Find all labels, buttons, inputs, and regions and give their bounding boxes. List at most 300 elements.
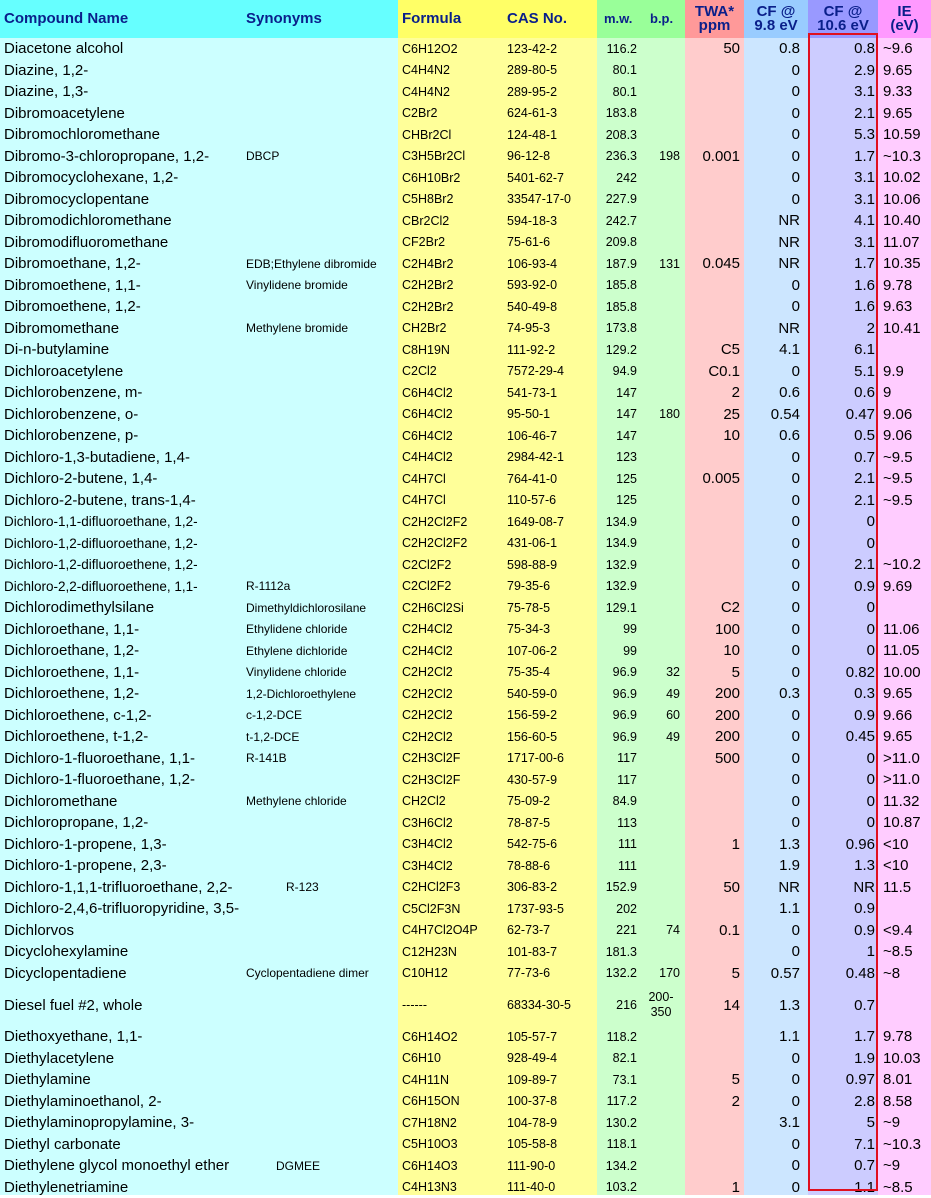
cf-10-6-ev-cell: 1.7 <box>810 146 875 168</box>
synonym-cell: Ethylidene chloride <box>246 619 347 641</box>
synonym-cell: Vinylidene chloride <box>246 662 347 684</box>
compound-name-cell: Dibromo-3-chloropropane, 1,2- <box>4 146 209 168</box>
cas-number-cell: 75-35-4 <box>507 662 550 684</box>
boiling-point-cell <box>642 877 680 899</box>
table-row <box>0 361 931 383</box>
molecular-weight-cell: 130.2 <box>597 1112 637 1134</box>
compound-name-cell: Dibromoethene, 1,2- <box>4 296 141 318</box>
twa-ppm-cell: 0.005 <box>686 468 740 490</box>
twa-ppm-cell <box>686 1026 740 1048</box>
formula-cell: C2H4Cl2 <box>402 640 453 662</box>
formula-cell: C2H2Cl2 <box>402 705 453 727</box>
boiling-point-cell <box>642 38 680 60</box>
compound-name-cell: Diethylaminopropylamine, 3- <box>4 1112 194 1134</box>
cf-9-8-ev-cell: 0 <box>745 597 800 619</box>
twa-ppm-cell <box>686 898 740 920</box>
table-row <box>0 296 931 318</box>
cas-number-cell: 106-93-4 <box>507 253 557 275</box>
molecular-weight-cell: 123 <box>597 447 637 469</box>
cf-9-8-ev-cell: 0 <box>745 1091 800 1113</box>
cas-number-cell: 306-83-2 <box>507 877 557 899</box>
twa-ppm-cell <box>686 855 740 877</box>
table-row <box>0 382 931 404</box>
cas-number-cell: 1737-93-5 <box>507 898 564 920</box>
cf-9-8-ev-cell: 1.3 <box>745 984 800 1026</box>
synonym-cell: R-1112a <box>246 576 290 598</box>
formula-cell: C8H19N <box>402 339 450 361</box>
twa-ppm-cell <box>686 318 740 340</box>
cf-10-6-ev-cell: 0 <box>810 640 875 662</box>
compound-name-cell: Dichloro-1,3-butadiene, 1,4- <box>4 447 190 469</box>
table-row <box>0 447 931 469</box>
boiling-point-cell <box>642 1048 680 1070</box>
header-cf106-line2: 10.6 eV <box>817 19 869 33</box>
header-mw: m.w. <box>604 0 632 38</box>
formula-cell: C6H15ON <box>402 1091 460 1113</box>
cas-number-cell: 540-49-8 <box>507 296 557 318</box>
cas-number-cell: 598-88-9 <box>507 554 557 576</box>
synonym-cell: Methylene chloride <box>246 791 347 813</box>
ionization-energy-cell: >11.0 <box>883 769 929 791</box>
boiling-point-cell: 170 <box>642 963 680 985</box>
compound-name-cell: Dichloroethane, 1,1- <box>4 619 139 641</box>
cf-9-8-ev-cell: 0.8 <box>745 38 800 60</box>
cf-9-8-ev-cell: 0 <box>745 662 800 684</box>
compound-name-cell: Dichloro-1,2-difluoroethane, 1,2- <box>4 533 198 555</box>
synonym-cell: Vinylidene bromide <box>246 275 348 297</box>
table-row <box>0 490 931 512</box>
cf-10-6-ev-cell: 3.1 <box>810 167 875 189</box>
cas-number-cell: 5401-62-7 <box>507 167 564 189</box>
cf-9-8-ev-cell: 0 <box>745 769 800 791</box>
boiling-point-cell: 200- 350 <box>642 984 680 1026</box>
cf-10-6-ev-cell: 5.1 <box>810 361 875 383</box>
cas-number-cell: 75-78-5 <box>507 597 550 619</box>
cf-9-8-ev-cell: 0 <box>745 146 800 168</box>
ionization-energy-cell: 9.69 <box>883 576 929 598</box>
molecular-weight-cell: 183.8 <box>597 103 637 125</box>
cf-10-6-ev-cell: 2.8 <box>810 1091 875 1113</box>
table-row <box>0 210 931 232</box>
formula-cell: C2H2Br2 <box>402 275 453 297</box>
cf-9-8-ev-cell: 1.9 <box>745 855 800 877</box>
twa-ppm-cell <box>686 812 740 834</box>
cas-number-cell: 124-48-1 <box>507 124 557 146</box>
cf-10-6-ev-cell: 0.8 <box>810 38 875 60</box>
ionization-energy-cell: ~10.3 <box>883 1134 929 1156</box>
ionization-energy-cell: ~8.5 <box>883 941 929 963</box>
table-row <box>0 834 931 856</box>
compound-name-cell: Dichloroethene, t-1,2- <box>4 726 148 748</box>
cf-9-8-ev-cell: 0 <box>745 124 800 146</box>
ionization-energy-cell: 10.40 <box>883 210 929 232</box>
header-twa <box>685 0 744 38</box>
cf-9-8-ev-cell: 0 <box>745 275 800 297</box>
cf-10-6-ev-cell: 5.3 <box>810 124 875 146</box>
boiling-point-cell <box>642 898 680 920</box>
molecular-weight-cell: 134.9 <box>597 511 637 533</box>
formula-cell: C3H4Cl2 <box>402 855 453 877</box>
twa-ppm-cell: 10 <box>686 425 740 447</box>
cf-9-8-ev-cell: 0 <box>745 576 800 598</box>
header-cf106-line1: CF @ <box>824 5 863 19</box>
cas-number-cell: 95-50-1 <box>507 404 550 426</box>
header-formula: Formula <box>402 0 461 38</box>
cf-10-6-ev-cell: NR <box>810 877 875 899</box>
boiling-point-cell <box>642 855 680 877</box>
twa-ppm-cell: 2 <box>686 382 740 404</box>
cf-10-6-ev-cell: 1.1 <box>810 1177 875 1198</box>
cf-9-8-ev-cell: 0 <box>745 920 800 942</box>
compound-name-cell: Dichloro-2-butene, trans-1,4- <box>4 490 196 512</box>
twa-ppm-cell: C5 <box>686 339 740 361</box>
cf-10-6-ev-cell: 0 <box>810 533 875 555</box>
twa-ppm-cell <box>686 296 740 318</box>
ionization-energy-cell: 9.65 <box>883 60 929 82</box>
cas-number-cell: 1717-00-6 <box>507 748 564 770</box>
ionization-energy-cell: <9.4 <box>883 920 929 942</box>
boiling-point-cell <box>642 748 680 770</box>
formula-cell: C2H2Cl2 <box>402 662 453 684</box>
synonym-cell: R-141B <box>246 748 287 770</box>
cf-10-6-ev-cell: 1.3 <box>810 855 875 877</box>
ionization-energy-cell: 10.35 <box>883 253 929 275</box>
compound-name-cell: Dicyclopentadiene <box>4 963 127 985</box>
cf-9-8-ev-cell: 0 <box>745 705 800 727</box>
cf-10-6-ev-cell: 0 <box>810 748 875 770</box>
ionization-energy-cell: 11.06 <box>883 619 929 641</box>
boiling-point-cell <box>642 834 680 856</box>
molecular-weight-cell: 99 <box>597 640 637 662</box>
formula-cell: C6H12O2 <box>402 38 458 60</box>
molecular-weight-cell: 103.2 <box>597 1177 637 1198</box>
cf-10-6-ev-cell: 1.7 <box>810 253 875 275</box>
molecular-weight-cell: 181.3 <box>597 941 637 963</box>
formula-cell: C4H4N2 <box>402 60 450 82</box>
boiling-point-cell <box>642 60 680 82</box>
table-row <box>0 103 931 125</box>
formula-cell: C5Cl2F3N <box>402 898 460 920</box>
compound-name-cell: Dibromocyclopentane <box>4 189 149 211</box>
formula-cell: C2H3Cl2F <box>402 748 460 770</box>
ionization-energy-cell: 9.65 <box>883 726 929 748</box>
cf-10-6-ev-cell: 1.9 <box>810 1048 875 1070</box>
table-row <box>0 941 931 963</box>
twa-ppm-cell: 50 <box>686 877 740 899</box>
compound-name-cell: Diethylaminoethanol, 2- <box>4 1091 162 1113</box>
cas-number-cell: 33547-17-0 <box>507 189 571 211</box>
cf-10-6-ev-cell: 3.1 <box>810 81 875 103</box>
cf-9-8-ev-cell: 0 <box>745 1177 800 1198</box>
cf-10-6-ev-cell: 0.7 <box>810 447 875 469</box>
cf-10-6-ev-cell: 1.6 <box>810 275 875 297</box>
molecular-weight-cell: 187.9 <box>597 253 637 275</box>
boiling-point-cell <box>642 1134 680 1156</box>
ionization-energy-cell: 9.78 <box>883 1026 929 1048</box>
ionization-energy-cell: 9.33 <box>883 81 929 103</box>
cas-number-cell: 593-92-0 <box>507 275 557 297</box>
formula-cell: C4H7Cl2O4P <box>402 920 478 942</box>
cf-9-8-ev-cell: 0 <box>745 640 800 662</box>
cas-number-cell: 106-46-7 <box>507 425 557 447</box>
ionization-energy-cell: 9.06 <box>883 404 929 426</box>
twa-ppm-cell: 5 <box>686 963 740 985</box>
twa-ppm-cell <box>686 124 740 146</box>
cf-9-8-ev-cell: 0 <box>745 296 800 318</box>
molecular-weight-cell: 129.1 <box>597 597 637 619</box>
formula-cell: C4H11N <box>402 1069 449 1091</box>
cf-9-8-ev-cell: 0 <box>745 167 800 189</box>
molecular-weight-cell: 116.2 <box>597 38 637 60</box>
cf-10-6-ev-cell: 0 <box>810 791 875 813</box>
compound-name-cell: Dibromochloromethane <box>4 124 160 146</box>
formula-cell: CHBr2Cl <box>402 124 451 146</box>
compound-name-cell: Dichloropropane, 1,2- <box>4 812 148 834</box>
cf-10-6-ev-cell: 3.1 <box>810 189 875 211</box>
formula-cell: C2HCl2F3 <box>402 877 460 899</box>
ionization-energy-cell: 10.06 <box>883 189 929 211</box>
compound-name-cell: Dibromodifluoromethane <box>4 232 168 254</box>
cas-number-cell: 289-80-5 <box>507 60 557 82</box>
table-row <box>0 404 931 426</box>
twa-ppm-cell <box>686 210 740 232</box>
molecular-weight-cell: 80.1 <box>597 81 637 103</box>
molecular-weight-cell: 227.9 <box>597 189 637 211</box>
compound-name-cell: Dichloroethene, 1,1- <box>4 662 139 684</box>
boiling-point-cell <box>642 361 680 383</box>
molecular-weight-cell: 185.8 <box>597 296 637 318</box>
formula-cell: C6H4Cl2 <box>402 382 453 404</box>
table-row <box>0 554 931 576</box>
table-row <box>0 60 931 82</box>
table-row <box>0 124 931 146</box>
cf-9-8-ev-cell: 0 <box>745 554 800 576</box>
table-row <box>0 920 931 942</box>
compound-name-cell: Dichloroacetylene <box>4 361 123 383</box>
ionization-energy-cell: 9.66 <box>883 705 929 727</box>
table-row <box>0 468 931 490</box>
ionization-energy-cell: 8.58 <box>883 1091 929 1113</box>
cf-10-6-ev-cell: 0.9 <box>810 705 875 727</box>
formula-cell: CBr2Cl2 <box>402 210 449 232</box>
compound-name-cell: Dichloro-1-propene, 1,3- <box>4 834 167 856</box>
compound-name-cell: Dichloromethane <box>4 791 117 813</box>
formula-cell: C6H14O2 <box>402 1026 458 1048</box>
header-ie-line1: IE <box>897 5 911 19</box>
cf-9-8-ev-cell: 0 <box>745 60 800 82</box>
cf-10-6-ev-cell: 0.82 <box>810 662 875 684</box>
ionization-energy-cell: ~9.5 <box>883 468 929 490</box>
twa-ppm-cell: 25 <box>686 404 740 426</box>
ionization-energy-cell: 9.65 <box>883 683 929 705</box>
boiling-point-cell <box>642 1069 680 1091</box>
table-row <box>0 232 931 254</box>
table-row <box>0 769 931 791</box>
molecular-weight-cell: 80.1 <box>597 60 637 82</box>
twa-ppm-cell <box>686 167 740 189</box>
compound-name-cell: Dicyclohexylamine <box>4 941 128 963</box>
cf-9-8-ev-cell: 0 <box>745 1069 800 1091</box>
synonym-cell: DBCP <box>246 146 279 168</box>
ionization-energy-cell: 11.05 <box>883 640 929 662</box>
cf-9-8-ev-cell: 0 <box>745 1134 800 1156</box>
cas-number-cell: 79-35-6 <box>507 576 550 598</box>
cf-9-8-ev-cell: 1.3 <box>745 834 800 856</box>
boiling-point-cell: 49 <box>642 683 680 705</box>
molecular-weight-cell: 134.2 <box>597 1155 637 1177</box>
cf-10-6-ev-cell: 2 <box>810 318 875 340</box>
twa-ppm-cell: 0.1 <box>686 920 740 942</box>
table-row <box>0 576 931 598</box>
molecular-weight-cell: 132.2 <box>597 963 637 985</box>
cf-10-6-ev-cell: 0.48 <box>810 963 875 985</box>
ionization-energy-cell: ~10.3 <box>883 146 929 168</box>
molecular-weight-cell: 209.8 <box>597 232 637 254</box>
compound-name-cell: Dichlorobenzene, m- <box>4 382 142 404</box>
formula-cell: C2Cl2F2 <box>402 554 451 576</box>
cf-9-8-ev-cell: 0 <box>745 511 800 533</box>
boiling-point-cell <box>642 318 680 340</box>
cf-9-8-ev-cell: 0 <box>745 791 800 813</box>
boiling-point-cell <box>642 941 680 963</box>
cf-10-6-ev-cell: 4.1 <box>810 210 875 232</box>
compound-name-cell: Dibromocyclohexane, 1,2- <box>4 167 178 189</box>
formula-cell: C6H10Br2 <box>402 167 460 189</box>
cas-number-cell: 101-83-7 <box>507 941 557 963</box>
ionization-energy-cell: 8.01 <box>883 1069 929 1091</box>
molecular-weight-cell: 147 <box>597 382 637 404</box>
boiling-point-cell <box>642 468 680 490</box>
boiling-point-cell <box>642 1091 680 1113</box>
table-row <box>0 511 931 533</box>
synonym-cell: DGMEE <box>276 1155 320 1177</box>
boiling-point-cell: 74 <box>642 920 680 942</box>
compound-name-cell: Dibromoethene, 1,1- <box>4 275 141 297</box>
twa-ppm-cell <box>686 447 740 469</box>
formula-cell: C6H14O3 <box>402 1155 458 1177</box>
cas-number-cell: 68334-30-5 <box>507 984 571 1026</box>
twa-ppm-cell: 0.045 <box>686 253 740 275</box>
compound-name-cell: Dibromomethane <box>4 318 119 340</box>
boiling-point-cell <box>642 511 680 533</box>
table-row <box>0 1026 931 1048</box>
molecular-weight-cell: 173.8 <box>597 318 637 340</box>
molecular-weight-cell: 117 <box>597 769 637 791</box>
header-cas-no: CAS No. <box>507 0 567 38</box>
twa-ppm-cell <box>686 232 740 254</box>
header-cf98-line2: 9.8 eV <box>754 19 797 33</box>
table-row <box>0 597 931 619</box>
compound-name-cell: Dichloro-2,2-difluoroethene, 1,1- <box>4 576 198 598</box>
twa-ppm-cell <box>686 941 740 963</box>
table-row <box>0 791 931 813</box>
ionization-energy-cell <box>883 597 929 619</box>
cas-number-cell: 111-90-0 <box>507 1155 555 1177</box>
twa-ppm-cell <box>686 554 740 576</box>
cf-10-6-ev-cell: 1.7 <box>810 1026 875 1048</box>
compound-name-cell: Diethylene glycol monoethyl ether <box>4 1155 229 1177</box>
cf-10-6-ev-cell: 2.1 <box>810 103 875 125</box>
molecular-weight-cell: 125 <box>597 490 637 512</box>
molecular-weight-cell: 118.2 <box>597 1026 637 1048</box>
table-row <box>0 253 931 275</box>
cas-number-cell: 104-78-9 <box>507 1112 557 1134</box>
table-row <box>0 339 931 361</box>
boiling-point-cell <box>642 103 680 125</box>
cf-10-6-ev-cell: 5 <box>810 1112 875 1134</box>
twa-ppm-cell <box>686 511 740 533</box>
twa-ppm-cell: 200 <box>686 705 740 727</box>
cas-number-cell: 107-06-2 <box>507 640 557 662</box>
cf-9-8-ev-cell: 4.1 <box>745 339 800 361</box>
ionization-energy-cell: ~8 <box>883 963 929 985</box>
table-row <box>0 726 931 748</box>
twa-ppm-cell <box>686 1112 740 1134</box>
molecular-weight-cell: 84.9 <box>597 791 637 813</box>
synonym-cell: t-1,2-DCE <box>246 726 299 748</box>
compound-name-cell: Diesel fuel #2, whole <box>4 984 142 1026</box>
boiling-point-cell <box>642 167 680 189</box>
formula-cell: C3H6Cl2 <box>402 812 453 834</box>
synonym-cell: 1,2-Dichloroethylene <box>246 683 356 705</box>
molecular-weight-cell: 96.9 <box>597 683 637 705</box>
cas-number-cell: 74-95-3 <box>507 318 550 340</box>
boiling-point-cell <box>642 447 680 469</box>
twa-ppm-cell <box>686 60 740 82</box>
cf-9-8-ev-cell: 0 <box>745 619 800 641</box>
molecular-weight-cell: 242.7 <box>597 210 637 232</box>
synonym-cell: R-123 <box>286 877 319 899</box>
boiling-point-cell <box>642 1112 680 1134</box>
ionization-energy-cell: 10.00 <box>883 662 929 684</box>
formula-cell: C3H4Cl2 <box>402 834 453 856</box>
compound-name-cell: Diethylenetriamine <box>4 1177 128 1198</box>
compound-name-cell: Dichloroethane, 1,2- <box>4 640 139 662</box>
ionization-energy-cell: ~8.5 <box>883 1177 929 1198</box>
cf-9-8-ev-cell: 0 <box>745 81 800 103</box>
formula-cell: C10H12 <box>402 963 448 985</box>
cas-number-cell: 96-12-8 <box>507 146 550 168</box>
formula-cell: ------ <box>402 984 427 1026</box>
table-row <box>0 898 931 920</box>
cf-10-6-ev-cell: 0.9 <box>810 898 875 920</box>
twa-ppm-cell <box>686 189 740 211</box>
cas-number-cell: 1649-08-7 <box>507 511 564 533</box>
molecular-weight-cell: 132.9 <box>597 576 637 598</box>
header-cf98-line1: CF @ <box>757 5 796 19</box>
twa-ppm-cell <box>686 490 740 512</box>
cas-number-cell: 77-73-6 <box>507 963 550 985</box>
cf-9-8-ev-cell: 0.6 <box>745 382 800 404</box>
cas-number-cell: 111-92-2 <box>507 339 555 361</box>
twa-ppm-cell: 1 <box>686 834 740 856</box>
cas-number-cell: 156-60-5 <box>507 726 557 748</box>
ionization-energy-cell: <10 <box>883 855 929 877</box>
header-compound-name: Compound Name <box>4 0 128 38</box>
table-row <box>0 1155 931 1177</box>
compound-name-cell: Dibromoacetylene <box>4 103 125 125</box>
cas-number-cell: 430-57-9 <box>507 769 557 791</box>
molecular-weight-cell: 111 <box>597 834 637 856</box>
twa-ppm-cell: C0.1 <box>686 361 740 383</box>
synonym-cell: c-1,2-DCE <box>246 705 302 727</box>
formula-cell: CH2Br2 <box>402 318 446 340</box>
cf-9-8-ev-cell: NR <box>745 318 800 340</box>
molecular-weight-cell: 94.9 <box>597 361 637 383</box>
cas-number-cell: 75-09-2 <box>507 791 550 813</box>
cf-10-6-ev-cell: 0.97 <box>810 1069 875 1091</box>
molecular-weight-cell: 117.2 <box>597 1091 637 1113</box>
